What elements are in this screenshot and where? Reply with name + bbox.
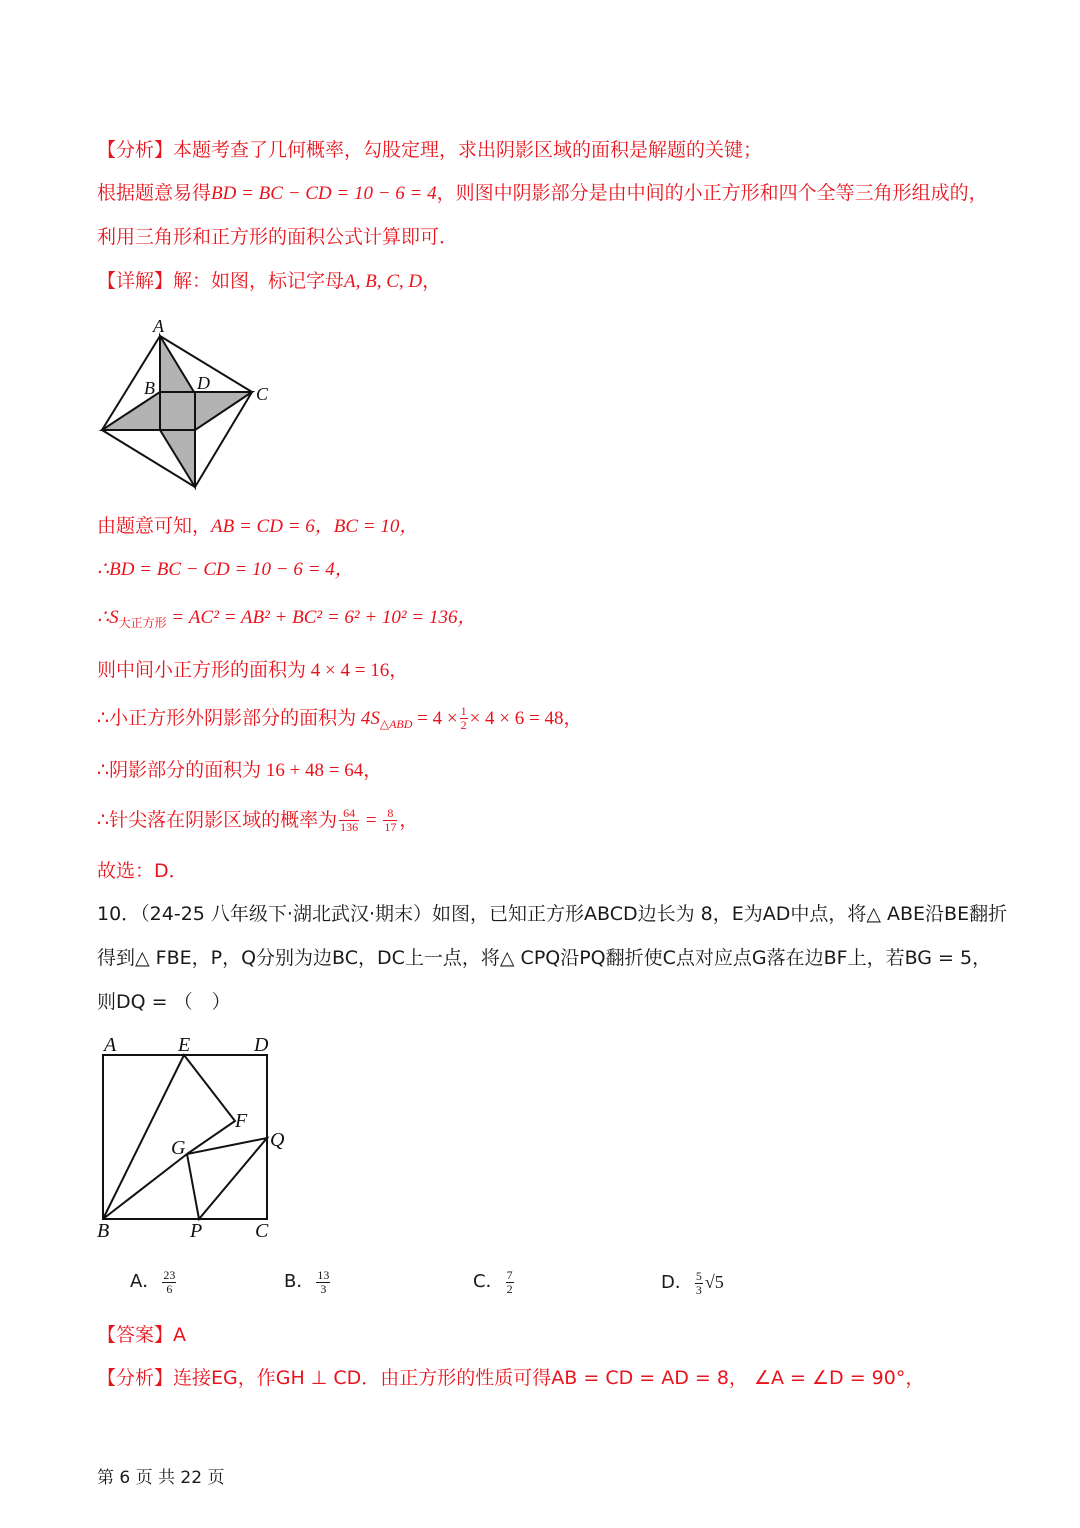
- fig1-label-a: A: [153, 316, 164, 336]
- step-5-area: 4S: [356, 708, 380, 729]
- option-b-num: 13: [317, 1267, 330, 1282]
- step-3-sub: 大正方形: [118, 616, 167, 630]
- fig2-label-g: G: [171, 1137, 186, 1159]
- option-c-letter: C．: [473, 1271, 504, 1292]
- analysis-line-3: 利用三角形和正方形的面积公式计算即可．: [97, 226, 459, 248]
- answer-value: A: [173, 1324, 187, 1346]
- step-7-end: ，: [399, 809, 419, 831]
- step-7-fraction-1: [339, 807, 359, 834]
- analysis-line-1: [97, 136, 762, 164]
- step-1-formula: AB = CD = 6，BC = 10，: [211, 516, 419, 537]
- step-5-text: ∴小正方形外阴影部分的面积为: [97, 707, 357, 729]
- fig2-label-q: Q: [270, 1129, 285, 1151]
- option-d-den: 3: [695, 1282, 702, 1297]
- analysis-text-2a: 根据题意易得: [97, 182, 212, 204]
- option-c-fraction: [506, 1269, 514, 1296]
- option-d-extra: √5: [704, 1272, 724, 1292]
- step-7-f1-den: 136: [340, 820, 359, 834]
- option-d-num: 5: [695, 1268, 702, 1283]
- detail-end: ，: [422, 270, 442, 292]
- option-b-fraction: [316, 1269, 330, 1296]
- shaded-star: [102, 336, 252, 487]
- option-d-fraction: [695, 1270, 703, 1297]
- fig2-label-f: F: [235, 1110, 248, 1132]
- fold-line-bef: [103, 1055, 235, 1219]
- step-7-text: ∴针尖落在阴影区域的概率为: [97, 809, 338, 831]
- analysis-text-1: 本题考查了几何概率，勾股定理，求出阴影区域的面积是解题的关键；: [173, 139, 763, 161]
- step-1: [97, 512, 418, 541]
- step-7-fraction-2: [383, 807, 397, 834]
- answer-tag: 【答案】: [97, 1324, 174, 1346]
- step-5: [97, 704, 583, 738]
- analysis2-text: 连接EG，作GH ⊥ CD．由正方形的性质可得AB = CD = AD = 8， ∠A = ∠D = 90°，: [173, 1367, 925, 1389]
- option-a-num: 23: [163, 1267, 176, 1282]
- option-d[interactable]: [661, 1268, 724, 1297]
- step-2: ∴BD = BC − CD = 10 − 6 = 4，: [97, 559, 354, 580]
- option-d-letter: D．: [661, 1272, 693, 1293]
- step-7-f2-den: 17: [384, 820, 397, 834]
- step-4-text: 则中间小正方形的面积为: [97, 659, 307, 681]
- page-footer: 第 6 页 共 22 页: [97, 1468, 225, 1488]
- step-5-sub: △ABD: [379, 717, 413, 731]
- option-c-num: 7: [506, 1267, 513, 1282]
- step-6-formula: 16 + 48 = 64，: [261, 760, 383, 781]
- detail-text: 解：如图，标记字母: [173, 270, 345, 292]
- figure-fold-square: [92, 1030, 302, 1245]
- option-b[interactable]: [284, 1268, 332, 1296]
- detail-letters: A, B, C, D: [344, 271, 423, 292]
- analysis-text-2b: ，则图中阴影部分是由中间的小正方形和四个全等三角形组成的，: [436, 182, 988, 204]
- fig1-label-b: B: [144, 378, 155, 398]
- figure-square-star: [92, 312, 282, 497]
- option-c[interactable]: [473, 1268, 516, 1296]
- step-5-mult: = 4 ×: [412, 708, 458, 729]
- option-b-letter: B．: [284, 1271, 315, 1292]
- option-a-den: 6: [166, 1281, 173, 1296]
- fig2-label-p: P: [190, 1220, 203, 1242]
- step-5-result: × 4 × 6 = 48，: [469, 708, 583, 729]
- analysis-formula-bd: BD = BC − CD = 10 − 6 = 4: [211, 183, 437, 204]
- step-6-text: ∴阴影部分的面积为: [97, 759, 262, 781]
- analysis-line-2: [97, 179, 988, 208]
- step-5-fraction: [460, 705, 468, 732]
- analysis-tag: 【分析】: [97, 139, 174, 161]
- fig1-label-c: C: [256, 384, 269, 404]
- option-a[interactable]: [130, 1268, 178, 1296]
- choice-line: 故选：D．: [97, 860, 188, 882]
- answer-line: [97, 1321, 186, 1349]
- fig2-label-b: B: [97, 1220, 110, 1242]
- fig2-label-a: A: [104, 1034, 117, 1056]
- option-b-den: 3: [320, 1281, 327, 1296]
- detail-tag: 【详解】: [97, 270, 174, 292]
- fig2-label-e: E: [178, 1034, 191, 1056]
- step-5-frac-num: 1: [460, 704, 467, 718]
- analysis2-tag: 【分析】: [97, 1367, 174, 1389]
- step-4-formula: 4 × 4 = 16，: [306, 660, 409, 681]
- step-6: [97, 756, 382, 785]
- step-1-text: 由题意可知，: [97, 515, 212, 537]
- step-7: [97, 806, 418, 835]
- step-7-eq: =: [361, 810, 382, 831]
- step-5-frac-den: 2: [460, 718, 467, 732]
- step-7-f1-num: 64: [339, 807, 359, 821]
- detail-line: [97, 267, 441, 296]
- option-c-den: 2: [506, 1281, 513, 1296]
- q10-line-3: 则DQ = （ ）: [97, 991, 231, 1013]
- option-a-fraction: [162, 1269, 176, 1296]
- step-3: [97, 604, 476, 637]
- q10-line-1: 10．（24-25 八年级下·湖北武汉·期末）如图，已知正方形ABCD边长为 8，E为AD中点，将△ ABE沿BE翻折: [97, 903, 1008, 925]
- option-a-letter: A．: [130, 1271, 161, 1292]
- fig2-label-d: D: [254, 1034, 269, 1056]
- q10-line-2: 得到△ FBE，P，Q分别为边BC，DC上一点，将△ CPQ沿PQ翻折使C点对应点G落在边BF上，若BG = 5，: [97, 947, 992, 969]
- fig2-label-c: C: [255, 1220, 269, 1242]
- step-4: [97, 656, 408, 685]
- step-3-s: ∴S: [97, 607, 119, 628]
- step-3-formula: = AC² = AB² + BC² = 6² + 10² = 136，: [166, 607, 477, 628]
- fig1-label-d: D: [197, 373, 210, 393]
- analysis2-line: [97, 1364, 924, 1392]
- step-7-f2-num: 8: [383, 807, 397, 821]
